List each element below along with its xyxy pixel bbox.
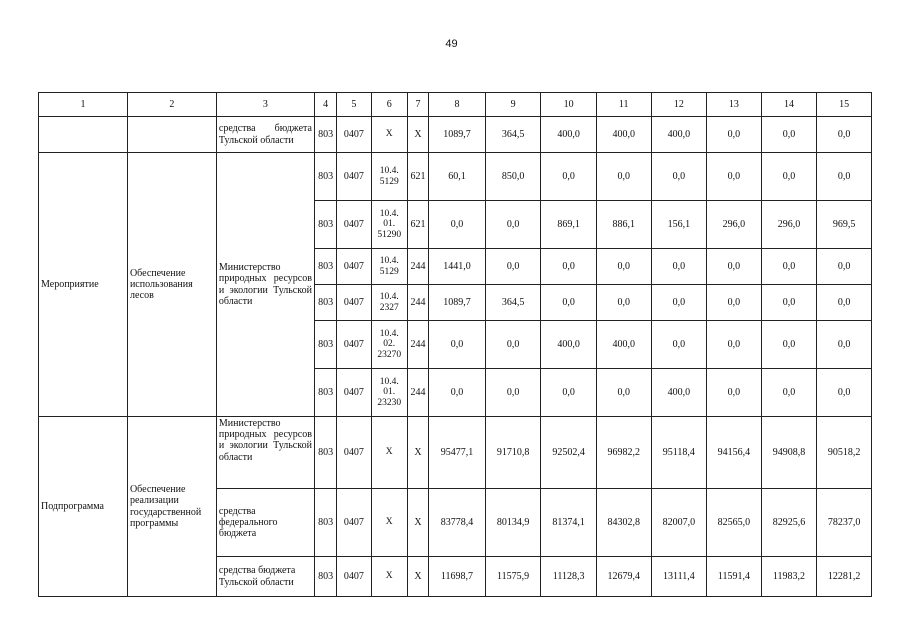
column-header-7: 7: [407, 93, 428, 117]
value-col-10: 81374,1: [541, 489, 597, 557]
value-col-10: 0,0: [541, 369, 597, 417]
value-col-12: 400,0: [651, 117, 707, 153]
value-col-10: 400,0: [541, 321, 597, 369]
section-code-cell: 0407: [337, 117, 371, 153]
measure-type-cell: Мероприятие: [39, 153, 128, 417]
value-col-11: 400,0: [596, 321, 651, 369]
value-col-10: 0,0: [541, 249, 597, 285]
value-col-9: 0,0: [485, 369, 541, 417]
target-code-cell: 10.4. 5129: [371, 153, 407, 201]
target-code-cell: X: [371, 417, 407, 489]
type-cell: [39, 117, 128, 153]
ministry-code-cell: 803: [314, 417, 336, 489]
value-col-14: 0,0: [761, 369, 817, 417]
ministry-code-cell: 803: [314, 117, 336, 153]
value-col-14: 0,0: [761, 321, 817, 369]
value-col-8: 1441,0: [429, 249, 486, 285]
value-col-8: 0,0: [429, 201, 486, 249]
value-col-10: 869,1: [541, 201, 597, 249]
section-code-cell: 0407: [337, 557, 371, 597]
expense-type-cell: 621: [407, 153, 428, 201]
ministry-code-cell: 803: [314, 201, 336, 249]
value-col-14: 94908,8: [761, 417, 817, 489]
value-col-9: 91710,8: [485, 417, 541, 489]
value-col-13: 94156,4: [707, 417, 762, 489]
value-col-13: 296,0: [707, 201, 762, 249]
value-col-13: 0,0: [707, 153, 762, 201]
measure-source-cell: Министерство природных ресурсов и экологии Тульской области: [216, 153, 314, 417]
value-col-12: 0,0: [651, 285, 707, 321]
value-col-9: 11575,9: [485, 557, 541, 597]
column-header-13: 13: [707, 93, 762, 117]
expense-type-cell: X: [407, 117, 428, 153]
expense-type-cell: 621: [407, 201, 428, 249]
value-col-10: 400,0: [541, 117, 597, 153]
value-col-11: 0,0: [596, 369, 651, 417]
value-col-15: 0,0: [817, 285, 872, 321]
value-col-11: 96982,2: [596, 417, 651, 489]
table-row: [39, 417, 872, 489]
column-header-4: 4: [314, 93, 336, 117]
value-col-15: 0,0: [817, 153, 872, 201]
value-col-15: 0,0: [817, 369, 872, 417]
ministry-code-cell: 803: [314, 249, 336, 285]
value-col-15: 12281,2: [817, 557, 872, 597]
value-col-11: 0,0: [596, 285, 651, 321]
column-header-9: 9: [485, 93, 541, 117]
subprogram-type-cell: Подпрограмма: [39, 417, 128, 597]
value-col-9: 364,5: [485, 117, 541, 153]
section-code-cell: 0407: [337, 201, 371, 249]
target-code-cell: 10.4. 01. 51290: [371, 201, 407, 249]
expense-type-cell: 244: [407, 285, 428, 321]
value-col-11: 84302,8: [596, 489, 651, 557]
value-col-12: 82007,0: [651, 489, 707, 557]
value-col-13: 82565,0: [707, 489, 762, 557]
ministry-code-cell: 803: [314, 153, 336, 201]
value-col-9: 364,5: [485, 285, 541, 321]
section-code-cell: 0407: [337, 489, 371, 557]
value-col-13: 0,0: [707, 249, 762, 285]
value-col-8: 60,1: [429, 153, 486, 201]
target-code-cell: 10.4. 01. 23230: [371, 369, 407, 417]
source-cell: средства бюджета Тульской области: [216, 557, 314, 597]
table-row: [39, 117, 872, 153]
column-header-1: 1: [39, 93, 128, 117]
value-col-8: 1089,7: [429, 285, 486, 321]
ministry-code-cell: 803: [314, 557, 336, 597]
measure-name-cell: Обеспечение использования лесов: [127, 153, 216, 417]
column-header-11: 11: [596, 93, 651, 117]
value-col-14: 0,0: [761, 117, 817, 153]
value-col-11: 400,0: [596, 117, 651, 153]
section-code-cell: 0407: [337, 153, 371, 201]
value-col-13: 0,0: [707, 117, 762, 153]
expense-type-cell: 244: [407, 249, 428, 285]
value-col-14: 82925,6: [761, 489, 817, 557]
source-cell: средства федерального бюджета: [216, 489, 314, 557]
value-col-13: 0,0: [707, 321, 762, 369]
column-header-15: 15: [817, 93, 872, 117]
table-row: [39, 153, 872, 201]
value-col-14: 0,0: [761, 153, 817, 201]
value-col-12: 0,0: [651, 321, 707, 369]
section-code-cell: 0407: [337, 369, 371, 417]
value-col-9: 0,0: [485, 321, 541, 369]
target-code-cell: X: [371, 117, 407, 153]
value-col-8: 83778,4: [429, 489, 486, 557]
value-col-14: 0,0: [761, 249, 817, 285]
value-col-9: 0,0: [485, 249, 541, 285]
expense-type-cell: 244: [407, 369, 428, 417]
value-col-12: 13111,4: [651, 557, 707, 597]
value-col-10: 92502,4: [541, 417, 597, 489]
value-col-10: 0,0: [541, 285, 597, 321]
column-header-14: 14: [761, 93, 817, 117]
value-col-10: 0,0: [541, 153, 597, 201]
value-col-9: 850,0: [485, 153, 541, 201]
column-header-3: 3: [216, 93, 314, 117]
subprogram-name-cell: Обеспечение реализации государственной программы: [127, 417, 216, 597]
ministry-code-cell: 803: [314, 369, 336, 417]
value-col-9: 80134,9: [485, 489, 541, 557]
value-col-14: 11983,2: [761, 557, 817, 597]
ministry-code-cell: 803: [314, 285, 336, 321]
value-col-8: 11698,7: [429, 557, 486, 597]
value-col-15: 0,0: [817, 249, 872, 285]
value-col-9: 0,0: [485, 201, 541, 249]
source-cell: средства бюджета Тульской области: [216, 117, 314, 153]
column-header-6: 6: [371, 93, 407, 117]
source-cell: Министерство природных ресурсов и экологии Тульской области: [216, 417, 314, 489]
value-col-12: 0,0: [651, 153, 707, 201]
column-header-5: 5: [337, 93, 371, 117]
value-col-12: 0,0: [651, 249, 707, 285]
value-col-11: 886,1: [596, 201, 651, 249]
value-col-12: 400,0: [651, 369, 707, 417]
target-code-cell: X: [371, 489, 407, 557]
value-col-13: 0,0: [707, 285, 762, 321]
value-col-12: 95118,4: [651, 417, 707, 489]
value-col-8: 1089,7: [429, 117, 486, 153]
value-col-8: 0,0: [429, 369, 486, 417]
section-code-cell: 0407: [337, 249, 371, 285]
section-code-cell: 0407: [337, 285, 371, 321]
target-code-cell: 10.4. 2327: [371, 285, 407, 321]
value-col-11: 0,0: [596, 153, 651, 201]
value-col-8: 95477,1: [429, 417, 486, 489]
section-code-cell: 0407: [337, 321, 371, 369]
value-col-15: 969,5: [817, 201, 872, 249]
budget-table: [38, 92, 872, 597]
section-code-cell: 0407: [337, 417, 371, 489]
value-col-11: 12679,4: [596, 557, 651, 597]
column-header-8: 8: [429, 93, 486, 117]
expense-type-cell: X: [407, 417, 428, 489]
value-col-15: 90518,2: [817, 417, 872, 489]
value-col-12: 156,1: [651, 201, 707, 249]
ministry-code-cell: 803: [314, 489, 336, 557]
column-header-10: 10: [541, 93, 597, 117]
target-code-cell: 10.4. 5129: [371, 249, 407, 285]
ministry-code-cell: 803: [314, 321, 336, 369]
value-col-14: 296,0: [761, 201, 817, 249]
expense-type-cell: 244: [407, 321, 428, 369]
value-col-10: 11128,3: [541, 557, 597, 597]
column-header-2: 2: [127, 93, 216, 117]
name-cell: [127, 117, 216, 153]
value-col-15: 78237,0: [817, 489, 872, 557]
value-col-13: 0,0: [707, 369, 762, 417]
value-col-11: 0,0: [596, 249, 651, 285]
expense-type-cell: X: [407, 489, 428, 557]
value-col-13: 11591,4: [707, 557, 762, 597]
target-code-cell: 10.4. 02. 23270: [371, 321, 407, 369]
column-header-12: 12: [651, 93, 707, 117]
value-col-15: 0,0: [817, 321, 872, 369]
value-col-15: 0,0: [817, 117, 872, 153]
value-col-14: 0,0: [761, 285, 817, 321]
expense-type-cell: X: [407, 557, 428, 597]
table-header-row: [39, 93, 872, 117]
page-number: 49: [445, 38, 458, 50]
value-col-8: 0,0: [429, 321, 486, 369]
target-code-cell: X: [371, 557, 407, 597]
